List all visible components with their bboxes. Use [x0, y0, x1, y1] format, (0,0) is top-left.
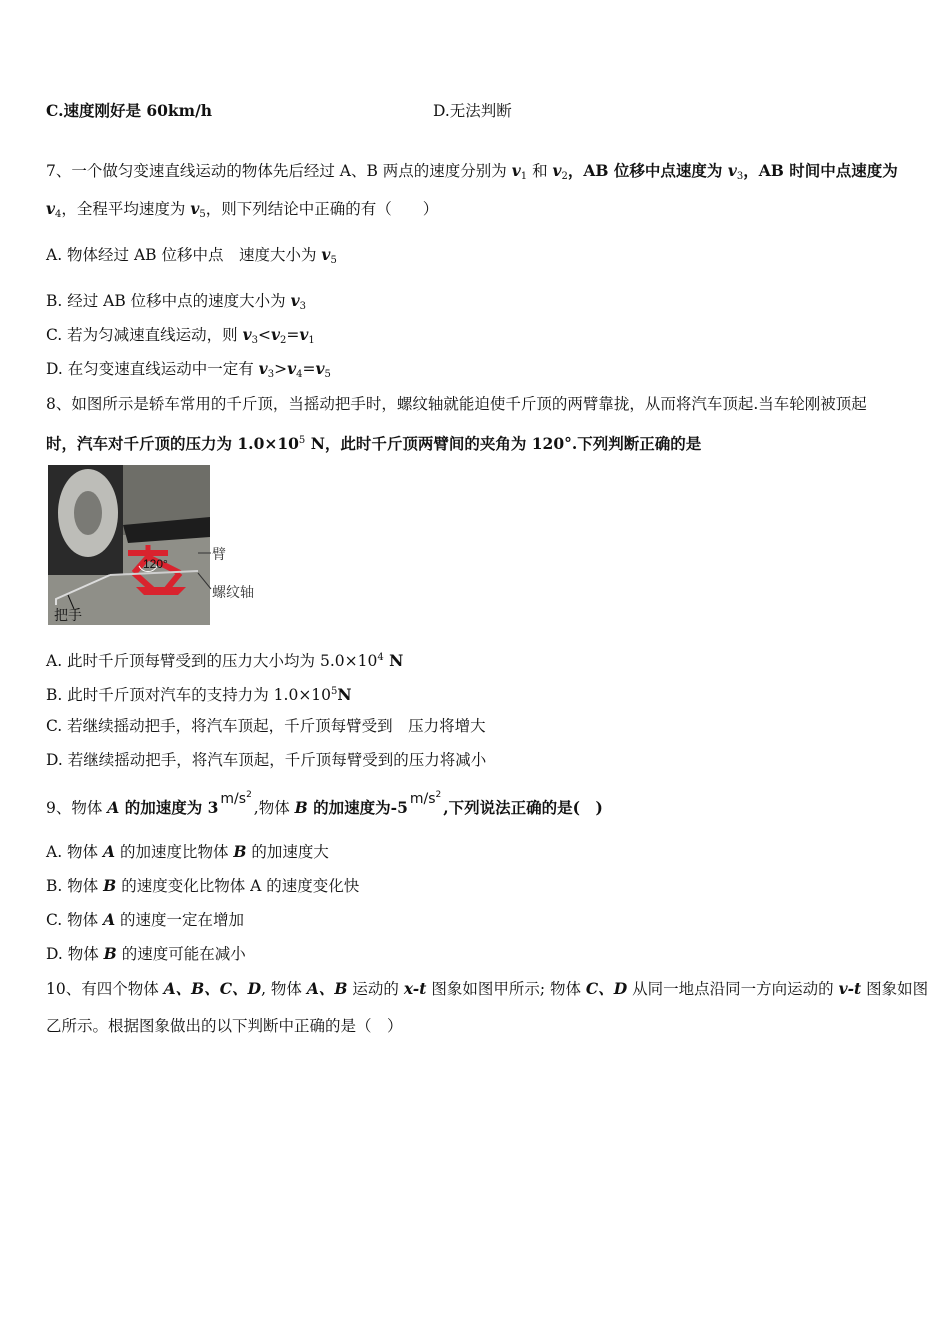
q8-option-c: C. 若继续摇动把手，将汽车顶起，千斤顶每臂受到 压力将增大: [46, 717, 486, 735]
unit-ms2: $m/s^2$: [220, 790, 252, 807]
q8-option-b: B. 此时千斤顶对汽车的支持力为 $1.0\times 10^5N$: [46, 685, 352, 704]
q9-option-d: D. 物体 B 的速度可能在减小: [46, 944, 246, 963]
q7-option-b: B. 经过 AB 位移中点的速度大小为 $v_3$: [46, 291, 307, 312]
q9-stem: 9、物体 A 的加速度为 3 $m/s^2$,物体 B 的加速度为-5 $m/s^2$,下列说法正确的是( ): [46, 795, 603, 819]
q7-option-a: A. 物体经过 AB 位移中点 速度大小为 $v_5$: [46, 245, 337, 266]
q8-stem-line1: 8、如图所示是轿车常用的千斤顶，当摇动把手时，螺纹轴就能迫使千斤顶的两臂靠拢，从而将汽车顶起.当车轮刚被顶起: [46, 395, 867, 413]
jack-base: [136, 587, 186, 595]
car-jack-figure: [48, 465, 270, 625]
angle-label: 120°: [143, 557, 168, 571]
arm-label: 臂: [212, 546, 226, 562]
q8-stem-line2: 时，汽车对千斤顶的压力为 $1.0\times 10^5$ N，此时千斤顶两臂间的夹角为 120°.下列判断正确的是: [46, 434, 702, 453]
q9-option-a: A. 物体 A 的加速度比物体 B 的加速度大: [46, 842, 329, 861]
unit-ms2: $m/s^2$: [409, 790, 442, 807]
q6-option-d: D.无法判断: [433, 102, 512, 120]
handle-label: 把手: [54, 607, 82, 623]
wheel-hub: [74, 491, 102, 535]
q7-option-d: D. 在匀变速直线运动中一定有 $v_3>v_4=v_5$: [46, 359, 331, 380]
q9-option-b: B. 物体 B 的速度变化比物体 A 的速度变化快: [46, 876, 360, 895]
q7-option-c: C. 若为匀减速直线运动，则 $v_3<v_2=v_1$: [46, 325, 315, 346]
q7-stem-line1: 7、一个做匀变速直线运动的物体先后经过 A、B 两点的速度分别为 $v_1$ 和 $v_2$，AB 位移中点速度为 $v_3$，AB 时间中点速度为: [46, 161, 898, 182]
q6-option-c: C.速度刚好是 60km/h: [46, 101, 212, 120]
q7-stem-line2: $v_4$，全程平均速度为 $v_5$，则下列结论中正确的有（ ）: [46, 199, 439, 220]
q9-option-c: C. 物体 A 的速度一定在增加: [46, 910, 245, 929]
q10-stem-line1: 10、有四个物体 A、B、C、D, 物体 A、B 运动的 x-t 图象如图甲所示; 物体 C、D 从同一地点沿同一方向运动的 v-t 图象如图: [46, 979, 929, 998]
q10-stem-line2: 乙所示。根据图象做出的以下判断中正确的是（ ）: [46, 1017, 403, 1035]
q8-option-a: A. 此时千斤顶每臂受到的压力大小均为 $5.0\times 10^4$ N: [46, 651, 404, 670]
screw-label: 螺纹轴: [212, 584, 254, 600]
q8-option-d: D. 若继续摇动把手，将汽车顶起，千斤顶每臂受到的压力将减小: [46, 751, 487, 769]
